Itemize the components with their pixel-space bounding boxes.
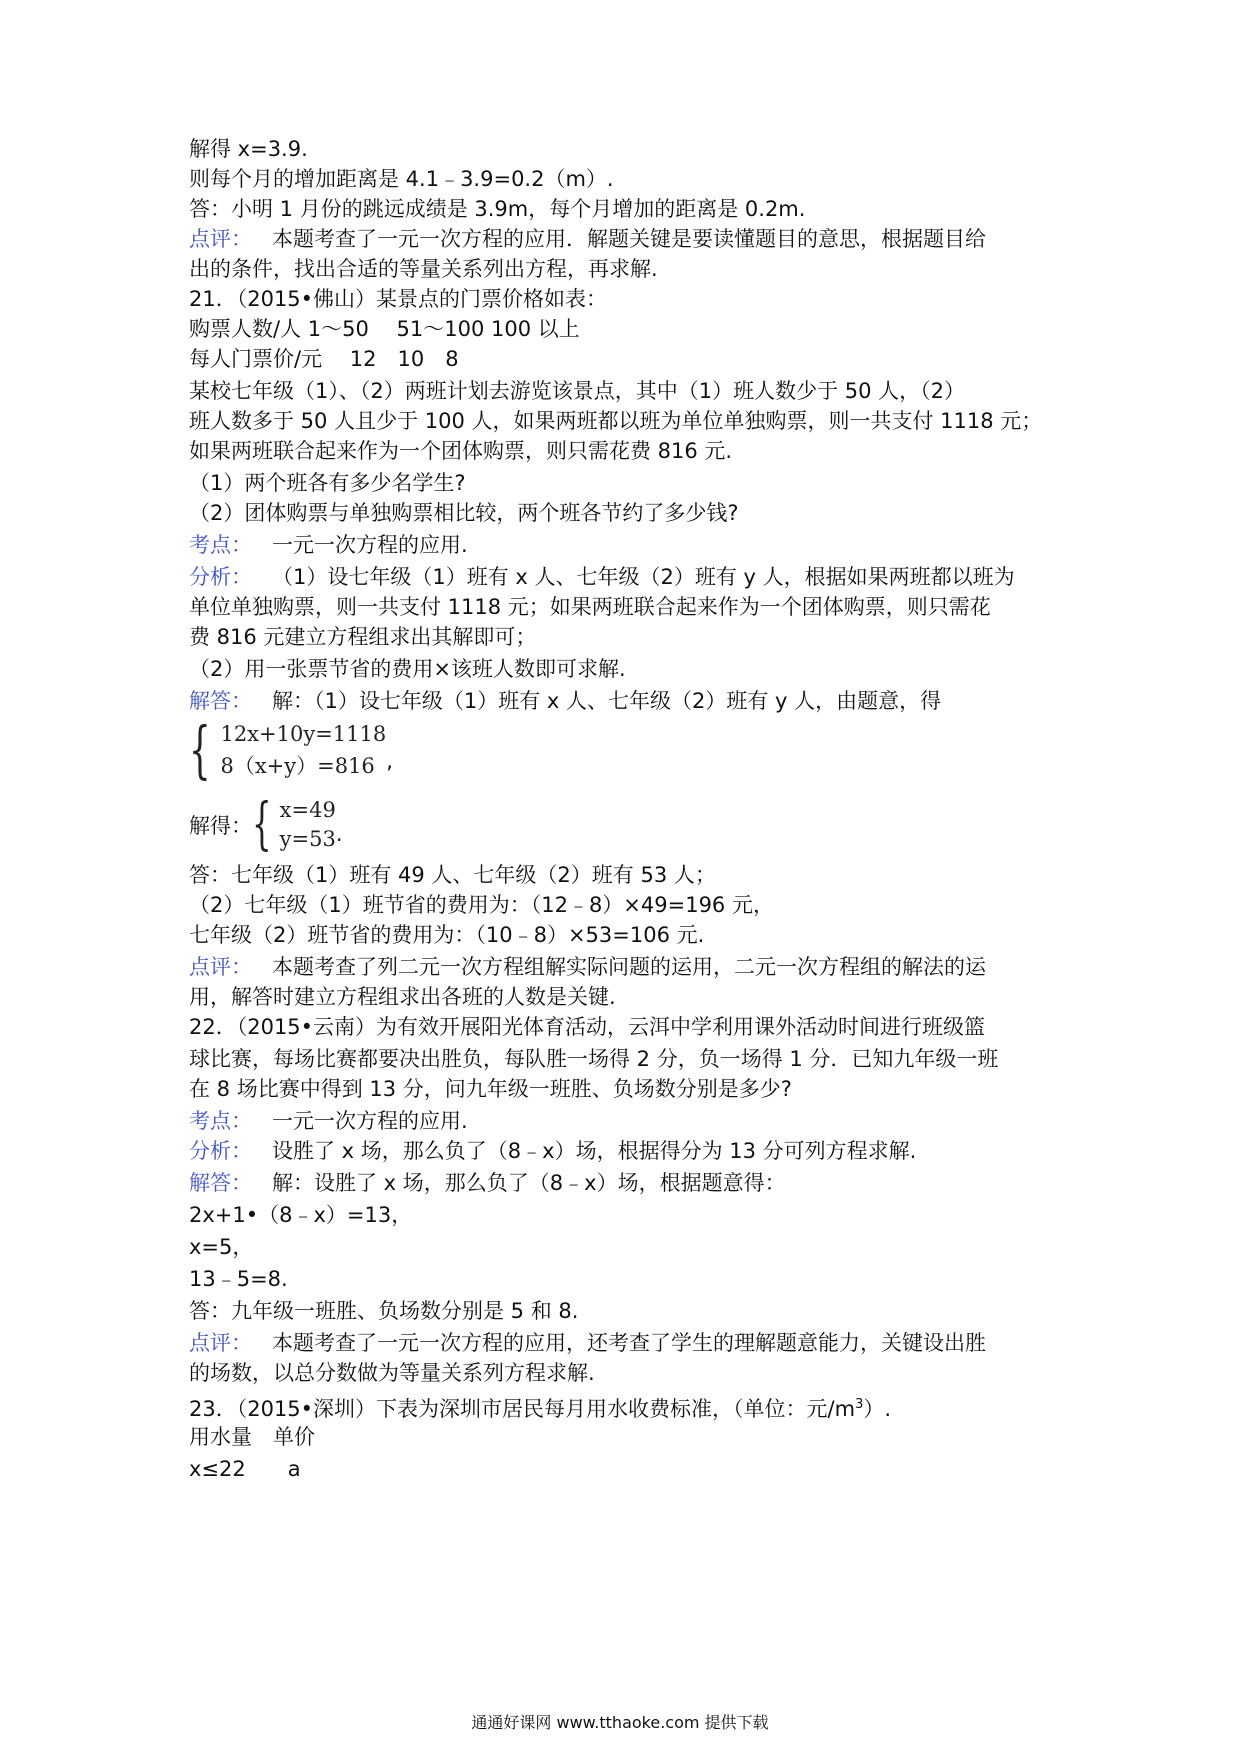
text-line: 单位单独购票，则一共支付 1118 元；如果两班联合起来作为一个团体购票，则只需花 [189,595,991,619]
analysis-label: 分析： [189,565,252,589]
answer-line [189,1168,786,1198]
equation-system-2 [189,792,343,857]
text-line: 球比赛，每场比赛都要决出胜负，每队胜一场得 2 分，负一场得 1 分．已知九年级一班 [189,1047,999,1071]
question-23-text: 23．（2015•深圳）下表为深圳市居民每月用水收费标准，（单位：元/m [189,1397,856,1421]
analysis-label: 分析： [189,1139,252,1163]
comment-label: 点评： [189,955,252,979]
comment-text: 本题考查了一元一次方程的应用，还考查了学生的理解题意能力，关键设出胜 [272,1331,986,1355]
analysis-text: （1）设七年级（1）班有 x 人、七年级（2）班有 y 人，根据如果两班都以班为 [272,565,1015,589]
ticket-table-row: 每人门票价/元 12 10 8 [189,347,459,371]
brace-icon: { [252,792,272,857]
text-line: 答：小明 1 月份的跳远成绩是 3.9m，每个月增加的距离是 0.2m. [189,197,806,221]
text-line: 某校七年级（1）、（2）两班计划去游览该景点，其中（1）班人数少于 50 人，（2） [189,379,966,403]
comment-line [189,952,986,982]
text-line: x=5， [189,1235,254,1259]
question-23-title [189,1390,891,1424]
equation-2b: y=53 [279,827,336,851]
text-line: 13﹣5=8. [189,1267,288,1291]
comment-line [189,1328,986,1358]
topic-label: 考点： [189,1109,252,1133]
comment-text: 本题考查了列二元一次方程组解实际问题的运用，二元一次方程组的解法的运 [272,955,986,979]
analysis-line [189,1136,916,1166]
equation-1a: 12x+10y=1118 [220,722,387,746]
water-table-row: x≤22 a [189,1457,301,1481]
topic-line [189,530,468,560]
question-22-title: 22．（2015•云南）为有效开展阳光体育活动，云洱中学利用课外活动时间进行班级篮 [189,1015,986,1039]
text-line: （2）团体购票与单独购票相比较，两个班各节约了多少钱? [189,501,739,525]
topic-label: 考点： [189,533,252,557]
text-line: 在 8 场比赛中得到 13 分，问九年级一班胜、负场数分别是多少? [189,1077,792,1101]
equation-system-1 [189,713,393,786]
text-line: （1）两个班各有多少名学生? [189,471,466,495]
text-line: 七年级（2）班节省的费用为：（10﹣8）×53=106 元. [189,923,705,947]
text-line: 解得 x=3.9. [189,137,308,161]
question-21-title: 21．（2015•佛山）某景点的门票价格如表： [189,287,608,311]
question-23-end: ）. [863,1397,892,1421]
equation-2-end: . [335,822,343,846]
topic-text: 一元一次方程的应用. [272,533,468,557]
topic-text: 一元一次方程的应用. [272,1109,468,1133]
answer-text: 解：（1）设七年级（1）班有 x 人、七年级（2）班有 y 人，由题意，得 [272,689,942,713]
comment-label: 点评： [189,1331,252,1355]
water-table-header: 用水量 单价 [189,1425,315,1449]
comment-line [189,224,986,254]
text-line: 则每个月的增加距离是 4.1﹣3.9=0.2（m）. [189,167,614,191]
text-line: （2）七年级（1）班节省的费用为：（12﹣8）×49=196 元， [189,893,774,917]
analysis-line [189,562,1015,592]
answer-label: 解答： [189,1171,252,1195]
text-line: 费 816 元建立方程组求出其解即可； [189,625,537,649]
ticket-table-header: 购票人数/人 1～50 51～100 100 以上 [189,317,580,341]
equation-1b: 8（x+y）=816 [220,754,375,778]
text-line: 2x+1•（8﹣x）=13， [189,1203,413,1227]
answer-text: 解：设胜了 x 场，那么负了（8﹣x）场，根据题意得： [272,1171,786,1195]
text-line: 用，解答时建立方程组求出各班的人数是关键. [189,985,616,1009]
equation-1-end: , [386,749,393,773]
brace-icon: { [189,713,211,786]
text-line: 答：七年级（1）班有 49 人、七年级（2）班有 53 人； [189,863,716,887]
answer-line [189,686,941,716]
page-footer: 通通好课网 www.tthaoke.com 提供下载 [471,1713,769,1732]
analysis-text: 设胜了 x 场，那么负了（8﹣x）场，根据得分为 13 分可列方程求解. [272,1139,917,1163]
solve-prefix: 解得： [189,814,252,838]
text-line: 答：九年级一班胜、负场数分别是 5 和 8. [189,1299,579,1323]
comment-text: 本题考查了一元一次方程的应用．解题关键是要读懂题目的意思，根据题目给 [272,227,986,251]
equation-2a: x=49 [279,798,336,822]
text-line: 出的条件，找出合适的等量关系列出方程，再求解. [189,257,658,281]
text-line: 如果两班联合起来作为一个团体购票，则只需花费 816 元. [189,439,733,463]
text-line: （2）用一张票节省的费用×该班人数即可求解. [189,657,626,681]
comment-label: 点评： [189,227,252,251]
answer-label: 解答： [189,689,252,713]
text-line: 的场数，以总分数做为等量关系列方程求解. [189,1361,595,1385]
topic-line [189,1106,468,1136]
text-line: 班人数多于 50 人且少于 100 人，如果两班都以班为单位单独购票，则一共支付 1118 元； [189,409,1043,433]
superscript: 3 [855,1397,864,1412]
